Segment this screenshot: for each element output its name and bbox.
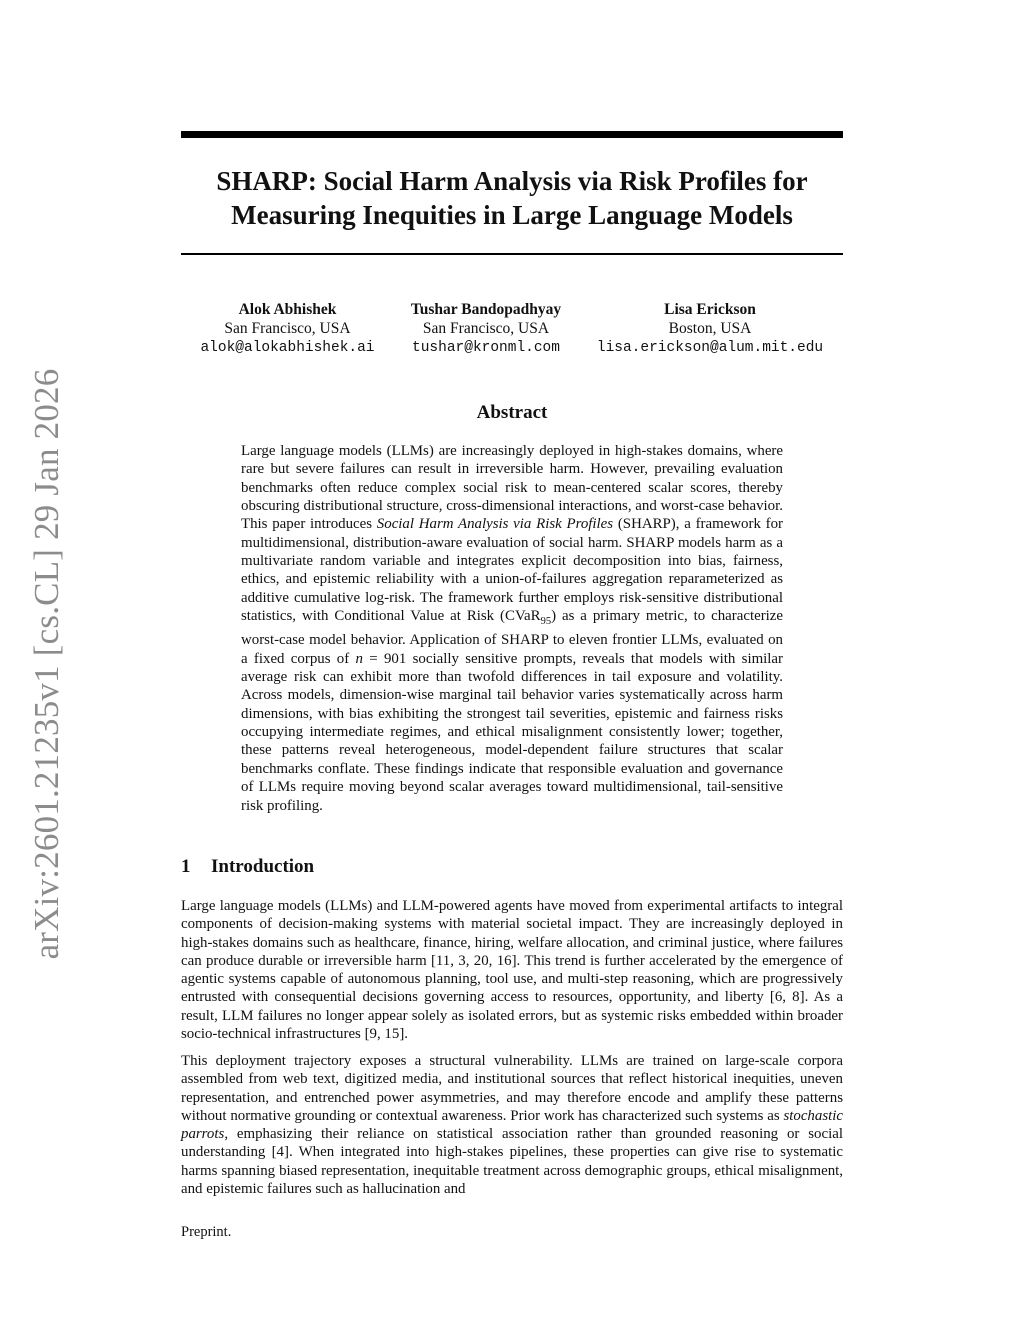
author-affiliation: San Francisco, USA bbox=[224, 320, 351, 337]
intro-paragraph: Large language models (LLMs) and LLM-powered agents have moved from experimental artifacts to integral components of decision-making systems with material societal impact. They are increasingly deployed in high-stakes domains such as healthcare, finance, hiring, welfare allocation, and criminal justice, where failures can produce durable or irreversible harm [11, 3, 20, 16]. This trend is further accelerated by the emergence of agentic systems capable of autonomous planning, tool use, and multi-step reasoning, which are progressively entrusted with consequential decisions governing access to resources, opportunity, and liberty [6, 8]. As a result, LLM failures no longer appear solely as isolated errors, but as systemic risks embedded within broader socio-technical infrastructures [9, 15]. bbox=[181, 898, 843, 1043]
abstract-emphasis: Social Harm Analysis via Risk Profiles bbox=[376, 516, 614, 533]
abstract-text: socially sensitive prompts, reveals that models with similar average risk can exhibit more than twofold differences in tail exposure and volatility. Across models, dimension-wise marginal tail behavior varies systematically across harm dimensions, with bias exhibiting the strongest tail severities, epistemic and fairness risks occupying intermediate regimes, and ethical misalignment consistently lower; together, these patterns reveal heterogeneous, model-dependent failure structures that scalar benchmarks conflate. These findings indicate that responsible evaluation and governance of LLMs require moving beyond scalar averages toward multidimensional, tail-sensitive risk profiling. bbox=[241, 650, 784, 814]
paper-title bbox=[181, 164, 843, 232]
section-number: 1 bbox=[181, 856, 191, 877]
intro-text: , emphasizing their reliance on statistical association rather than grounded reasoning or social understanding [4]. When integrated into high-stakes pipelines, these properties can give rise to systematic harms spanning biased representation, inequitable treatment across demographic groups, ethical misalignment, and epistemic failures such as hallucination and bbox=[181, 1126, 843, 1198]
author-name: Tushar Bandopadhyay bbox=[410, 301, 562, 318]
author-affiliation: Boston, USA bbox=[668, 320, 752, 337]
title-rule-bottom bbox=[181, 253, 843, 255]
arxiv-identifier-stamp: arXiv:2601.21235v1 [cs.CL] 29 Jan 2026 bbox=[27, 368, 66, 960]
intro-paragraph bbox=[181, 1052, 843, 1198]
section-title: Introduction bbox=[211, 856, 315, 877]
abstract-heading: Abstract bbox=[476, 402, 548, 423]
math-variable: n bbox=[355, 650, 363, 667]
author-name: Alok Abhishek bbox=[238, 301, 337, 318]
author-block bbox=[190, 300, 385, 358]
author-email[interactable]: tushar@kronml.com bbox=[412, 340, 560, 356]
abstract-text: (SHARP), a framework for multidimensional, distribution-aware evaluation of social harm. SHARP models harm as a multivariate random variable and integrates explicit decomposition into bias, fairness, ethics, and epistemic reliability with a union-of-failures aggregation reparameterized as additive cumulative log-risk. The framework further employs risk-sensitive distributional statistics, with Conditional Value at Risk (CVaR bbox=[241, 516, 783, 625]
abstract-text: ) as a primary metric, to characterize worst-case model behavior. Application of SHARP to eleven frontier LLMs, evaluated on a fixed corpus of bbox=[241, 608, 784, 667]
math-expression: = 901 bbox=[362, 650, 407, 667]
paper-title-line-2: Measuring Inequities in Large Language Models bbox=[231, 200, 793, 230]
author-block bbox=[590, 300, 830, 358]
author-affiliation: San Francisco, USA bbox=[422, 320, 550, 337]
intro-emphasis: stochastic parrots bbox=[181, 1107, 843, 1143]
paper-title-line-1: SHARP: Social Harm Analysis via Risk Profiles for bbox=[216, 166, 808, 196]
author-name: Lisa Erickson bbox=[664, 301, 756, 318]
title-rule-top bbox=[181, 131, 843, 138]
section-heading-introduction bbox=[181, 856, 314, 878]
author-block bbox=[390, 300, 582, 358]
abstract-body bbox=[241, 442, 783, 815]
author-email[interactable]: lisa.erickson@alum.mit.edu bbox=[596, 340, 824, 356]
abstract-subscript: 95 bbox=[540, 616, 552, 628]
abstract-text: Large language models (LLMs) are increasingly deployed in high-stakes domains, where rare but severe failures can result in irreversible harm. However, prevailing evaluation benchmarks often reduce complex social risk to mean-centered scalar scores, thereby obscuring distributional structure, cross-dimensional interactions, and worst-case behavior. This paper introduces bbox=[241, 443, 783, 533]
author-email[interactable]: alok@alokabhishek.ai bbox=[200, 340, 375, 356]
footer-note: Preprint. bbox=[181, 1224, 232, 1240]
intro-text: This deployment trajectory exposes a structural vulnerability. LLMs are trained on large-scale corpora assembled from web text, digitized media, and institutional sources that reflect historical inequities, uneven representation, and entrenched power asymmetries, and may therefore encode and amplify these patterns without normative grounding or contextual awareness. Prior work has characterized such systems as bbox=[181, 1053, 843, 1124]
